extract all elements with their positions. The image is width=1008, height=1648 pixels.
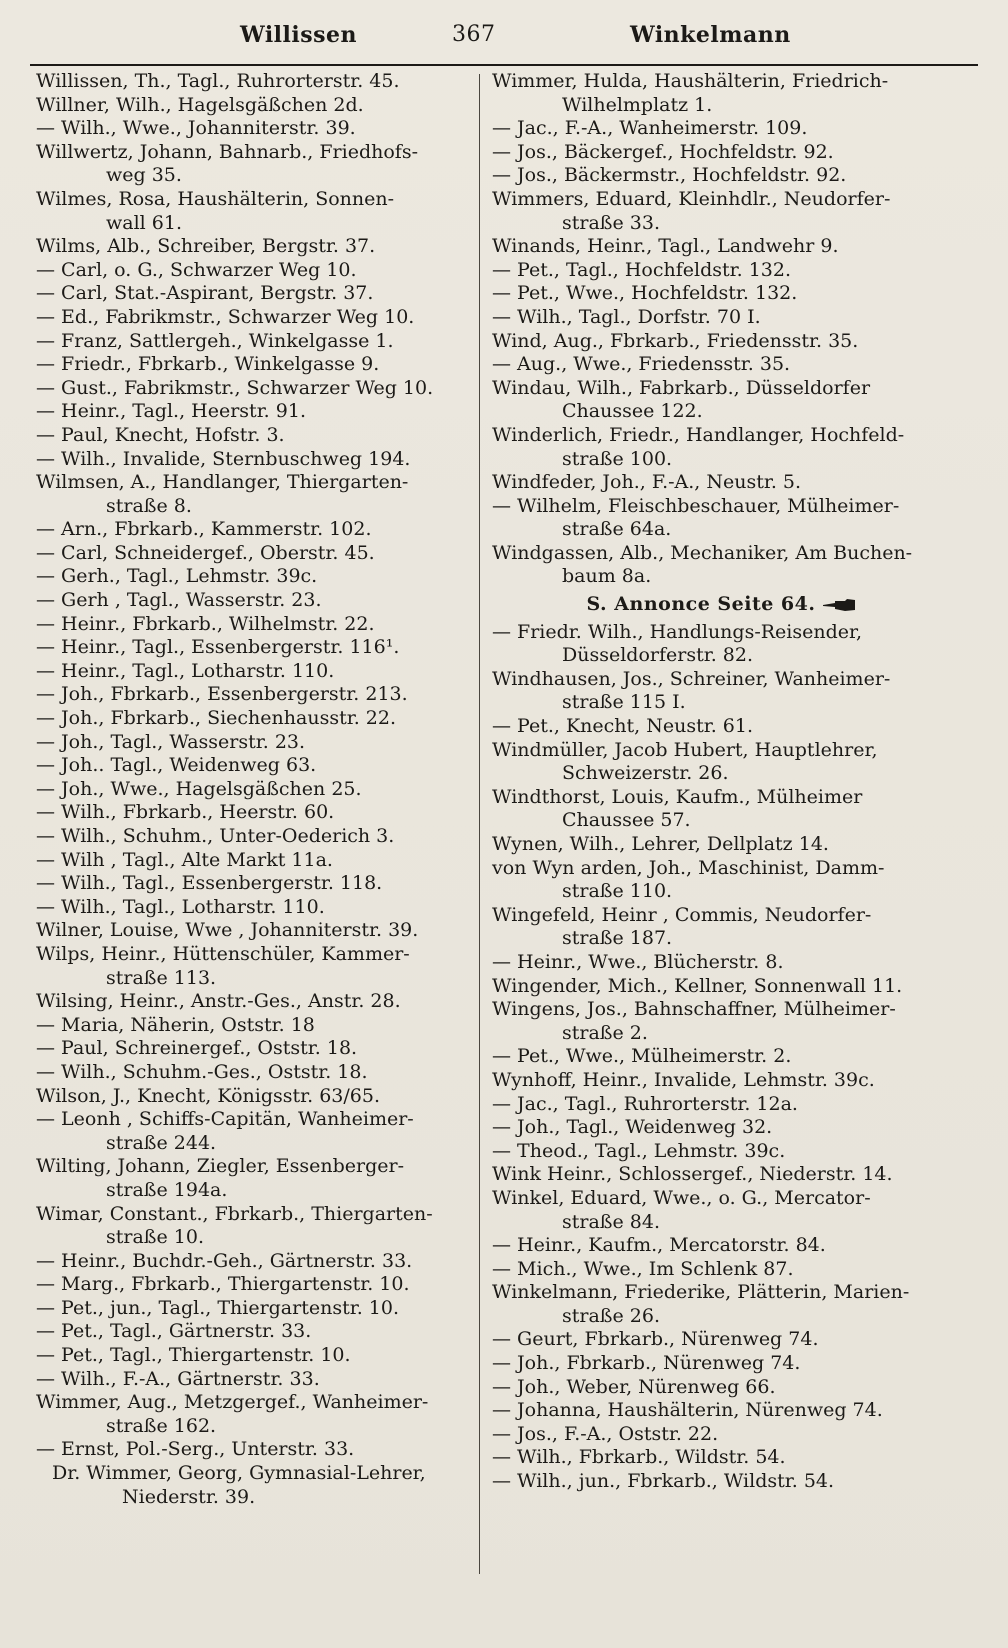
- directory-entry: [36, 1250, 476, 1274]
- entry-text: Wilms, Alb., Schreiber, Bergstr. 37.: [36, 235, 376, 258]
- annonce-notice: [492, 593, 952, 617]
- pointing-hand-icon: [821, 598, 857, 612]
- annonce-notice-text: S. Annonce Seite 64.: [586, 593, 816, 616]
- entry-text: Windau, Wilh., Fabrkarb., Düsseldorfer: [492, 376, 871, 399]
- entry-continuation: Chaussee 122.: [562, 400, 703, 423]
- directory-entry: [36, 188, 476, 235]
- directory-entry: [492, 235, 952, 259]
- directory-entry: [36, 683, 476, 707]
- entry-text: Dr. Wimmer, Georg, Gymnasial-Lehrer,: [52, 1462, 426, 1485]
- entry-text: Windthorst, Louis, Kaufm., Mülheimer: [492, 785, 863, 808]
- directory-entry: [492, 377, 952, 424]
- directory-entry: [492, 1163, 952, 1187]
- directory-entry: [492, 306, 952, 330]
- entry-text: Windgassen, Alb., Mechaniker, Am Buchen-: [492, 541, 913, 564]
- entry-text: Wimmers, Eduard, Kleinhdlr., Neudorfer-: [492, 187, 891, 210]
- entry-text: — Carl, o. G., Schwarzer Weg 10.: [36, 258, 357, 281]
- entry-text: — Theod., Tagl., Lehmstr. 39c.: [492, 1139, 786, 1162]
- entry-text: — Marg., Fbrkarb., Thiergartenstr. 10.: [36, 1273, 410, 1296]
- entry-text: — Joh., Wwe., Hagelsgäßchen 25.: [36, 777, 362, 800]
- directory-entry: [492, 141, 952, 165]
- entry-text: — Pet., Tagl., Hochfeldstr. 132.: [492, 258, 792, 281]
- directory-entry: [492, 621, 952, 668]
- directory-entry: [36, 707, 476, 731]
- entry-text: — Joh., Fbrkarb., Nürenweg 74.: [492, 1352, 801, 1375]
- entry-text: — Mich., Wwe., Im Schlenk 87.: [492, 1257, 794, 1280]
- entry-text: von Wyn arden, Joh., Maschinist, Damm-: [492, 856, 885, 879]
- entry-text: — Heinr., Kaufm., Mercatorstr. 84.: [492, 1234, 826, 1257]
- directory-entry: [492, 786, 952, 833]
- entry-text: Winands, Heinr., Tagl., Landwehr 9.: [492, 235, 839, 258]
- directory-entry: [36, 801, 476, 825]
- directory-entry: [36, 424, 476, 448]
- entry-continuation: straße 187.: [562, 927, 673, 950]
- directory-entry: [492, 353, 952, 377]
- directory-entry: [36, 778, 476, 802]
- directory-entry: [36, 400, 476, 424]
- entry-text: — Pet., Tagl., Gärtnerstr. 33.: [36, 1320, 312, 1343]
- directory-entry: [36, 471, 476, 518]
- entry-text: Wilting, Johann, Ziegler, Essenberger-: [36, 1155, 405, 1178]
- directory-entry: [492, 833, 952, 857]
- directory-entry: [36, 353, 476, 377]
- entry-continuation: straße 100.: [562, 447, 673, 470]
- directory-entry: [36, 1462, 476, 1509]
- directory-entry: [36, 94, 476, 118]
- directory-entry: [36, 70, 476, 94]
- directory-entry: [492, 188, 952, 235]
- entry-text: — Jac., F.-A., Wanheimerstr. 109.: [492, 117, 808, 140]
- entry-text: — Gust., Fabrikmstr., Schwarzer Weg 10.: [36, 376, 434, 399]
- directory-entry: [36, 1344, 476, 1368]
- entry-text: Wink Heinr., Schlossergef., Niederstr. 14.: [492, 1163, 893, 1186]
- entry-text: — Wilh., Tagl., Essenbergerstr. 118.: [36, 872, 383, 895]
- directory-entry: [36, 542, 476, 566]
- entry-text: — Aug., Wwe., Friedensstr. 35.: [492, 353, 791, 376]
- directory-entry: [492, 1116, 952, 1140]
- entry-continuation: wall 61.: [106, 211, 182, 234]
- entry-continuation: baum 8a.: [562, 565, 652, 588]
- page-number: 367: [452, 22, 496, 47]
- entry-text: — Heinr., Buchdr.-Geh., Gärtnerstr. 33.: [36, 1249, 413, 1272]
- entry-text: — Carl, Stat.-Aspirant, Bergstr. 37.: [36, 282, 374, 305]
- entry-text: — Heinr., Tagl., Heerstr. 91.: [36, 400, 306, 423]
- entry-continuation: straße 64a.: [562, 518, 672, 541]
- entry-text: — Paul, Knecht, Hofstr. 3.: [36, 423, 285, 446]
- entry-text: Wingefeld, Heinr , Commis, Neudorfer-: [492, 903, 872, 926]
- entry-text: — Wilh., Schuhm.-Ges., Oststr. 18.: [36, 1060, 368, 1083]
- directory-entry: [36, 1014, 476, 1038]
- directory-entry: [492, 975, 952, 999]
- entry-text: — Joh., Tagl., Wasserstr. 23.: [36, 730, 306, 753]
- entry-text: Wind, Aug., Fbrkarb., Friedensstr. 35.: [492, 329, 859, 352]
- entry-continuation: straße 26.: [562, 1304, 660, 1327]
- column-divider: [479, 74, 480, 1574]
- entry-continuation: Wilhelmplatz 1.: [562, 93, 713, 116]
- entry-text: — Wilh., Fbrkarb., Wildstr. 54.: [492, 1446, 786, 1469]
- entry-continuation: straße 84.: [562, 1210, 660, 1233]
- entry-text: — Friedr., Fbrkarb., Winkelgasse 9.: [36, 353, 380, 376]
- entry-text: — Jac., Tagl., Ruhrorterstr. 12a.: [492, 1092, 798, 1115]
- directory-entry: [492, 542, 952, 589]
- directory-entry: [36, 1155, 476, 1202]
- entry-text: — Arn., Fbrkarb., Kammerstr. 102.: [36, 518, 372, 541]
- directory-entry: [492, 951, 952, 975]
- entry-text: — Ernst, Pol.-Serg., Unterstr. 33.: [36, 1438, 355, 1461]
- directory-entry: [492, 857, 952, 904]
- header-right-catchword: Winkelmann: [630, 22, 791, 48]
- directory-entry: [492, 1140, 952, 1164]
- directory-entry: [492, 668, 952, 715]
- entry-text: — Heinr., Fbrkarb., Wilhelmstr. 22.: [36, 612, 375, 635]
- directory-entry: [492, 70, 952, 117]
- directory-entry: [36, 896, 476, 920]
- directory-entry: [36, 141, 476, 188]
- entry-text: — Joh., Fbrkarb., Siechenhausstr. 22.: [36, 707, 397, 730]
- entry-text: Wingender, Mich., Kellner, Sonnenwall 11.: [492, 974, 903, 997]
- entry-continuation: straße 10.: [106, 1226, 204, 1249]
- entry-continuation: straße 244.: [106, 1131, 217, 1154]
- directory-entry: [36, 565, 476, 589]
- entry-text: Winderlich, Friedr., Handlanger, Hochfeld-: [492, 423, 905, 446]
- entry-text: — Jos., Bäckermstr., Hochfeldstr. 92.: [492, 164, 847, 187]
- entry-text: — Wilhelm, Fleischbeschauer, Mülheimer-: [492, 494, 900, 517]
- directory-entry: [36, 518, 476, 542]
- entry-text: Wilps, Heinr., Hüttenschüler, Kammer-: [36, 942, 410, 965]
- directory-entry: [492, 1352, 952, 1376]
- directory-entry: [492, 1423, 952, 1447]
- entry-text: — Wilh., F.-A., Gärtnerstr. 33.: [36, 1367, 320, 1390]
- directory-entry: [36, 990, 476, 1014]
- directory-entry: [36, 849, 476, 873]
- left-column: [36, 70, 476, 1509]
- directory-entry: [36, 1438, 476, 1462]
- entry-continuation: straße 162.: [106, 1414, 217, 1437]
- entry-text: — Pet., jun., Tagl., Thiergartenstr. 10.: [36, 1296, 400, 1319]
- directory-entry: [36, 1391, 476, 1438]
- directory-entry: [492, 1234, 952, 1258]
- header-rule: [30, 64, 978, 66]
- directory-entry: [492, 1281, 952, 1328]
- directory-entry: [36, 1108, 476, 1155]
- entry-text: — Joh.. Tagl., Weidenweg 63.: [36, 754, 317, 777]
- directory-entry: [492, 715, 952, 739]
- entry-text: — Heinr., Tagl., Essenbergerstr. 116¹.: [36, 636, 400, 659]
- entry-text: Windhausen, Jos., Schreiner, Wanheimer-: [492, 667, 891, 690]
- entry-text: Wynen, Wilh., Lehrer, Dellplatz 14.: [492, 833, 829, 855]
- directory-entry: [36, 448, 476, 472]
- entry-text: — Franz, Sattlergeh., Winkelgasse 1.: [36, 329, 394, 352]
- entry-text: — Johanna, Haushälterin, Nürenweg 74.: [492, 1399, 883, 1422]
- directory-entry: [36, 636, 476, 660]
- entry-text: — Wilh., Invalide, Sternbuschweg 194.: [36, 447, 411, 470]
- entry-text: Wynhoff, Heinr., Invalide, Lehmstr. 39c.: [492, 1068, 875, 1091]
- directory-entry: [492, 1328, 952, 1352]
- entry-text: — Wilh., jun., Fbrkarb., Wildstr. 54.: [492, 1470, 835, 1493]
- directory-entry: [492, 164, 952, 188]
- entry-continuation: Chaussee 57.: [562, 809, 691, 832]
- entry-text: Windmüller, Jacob Hubert, Hauptlehrer,: [492, 738, 878, 761]
- directory-entry: [492, 330, 952, 354]
- entry-continuation: straße 113.: [106, 966, 217, 989]
- entry-text: — Joh., Weber, Nürenweg 66.: [492, 1375, 776, 1398]
- entry-text: — Gerh., Tagl., Lehmstr. 39c.: [36, 565, 318, 588]
- entry-text: — Wilh., Wwe., Johanniterstr. 39.: [36, 117, 356, 140]
- entry-text: — Heinr., Wwe., Blücherstr. 8.: [492, 950, 784, 973]
- directory-entry: [492, 1446, 952, 1470]
- entry-text: — Joh., Fbrkarb., Essenbergerstr. 213.: [36, 683, 408, 706]
- directory-entry: [36, 1085, 476, 1109]
- directory-entry: [36, 1061, 476, 1085]
- directory-entry: [492, 495, 952, 542]
- entry-text: Wilsing, Heinr., Anstr.-Ges., Anstr. 28.: [36, 990, 401, 1013]
- directory-entry: [492, 1045, 952, 1069]
- entry-text: Wimar, Constant., Fbrkarb., Thiergarten-: [36, 1202, 433, 1225]
- entry-text: — Geurt, Fbrkarb., Nürenweg 74.: [492, 1328, 819, 1351]
- entry-text: — Pet., Wwe., Mülheimerstr. 2.: [492, 1045, 792, 1068]
- directory-entry: [492, 1093, 952, 1117]
- directory-entry: [492, 424, 952, 471]
- entry-text: Winkelmann, Friederike, Plätterin, Marien-: [492, 1281, 910, 1304]
- directory-entry: [36, 660, 476, 684]
- directory-entry: [36, 377, 476, 401]
- entry-continuation: weg 35.: [106, 164, 182, 187]
- directory-entry: [36, 1203, 476, 1250]
- entry-text: — Jos., Bäckergef., Hochfeldstr. 92.: [492, 140, 834, 163]
- directory-entry: [36, 1320, 476, 1344]
- directory-entry: [492, 471, 952, 495]
- page-header: [30, 22, 978, 58]
- entry-text: — Wilh., Fbrkarb., Heerstr. 60.: [36, 801, 335, 824]
- directory-entry: [492, 282, 952, 306]
- directory-entry: [36, 1297, 476, 1321]
- directory-entry: [36, 117, 476, 141]
- directory-entry: [492, 1069, 952, 1093]
- entry-text: — Heinr., Tagl., Lotharstr. 110.: [36, 659, 335, 682]
- directory-entry: [36, 872, 476, 896]
- entry-continuation: straße 110.: [562, 880, 673, 903]
- entry-text: — Wilh., Tagl., Dorfstr. 70 I.: [492, 305, 761, 328]
- header-left-catchword: Willissen: [240, 22, 358, 48]
- directory-entry: [492, 904, 952, 951]
- entry-text: Wimmer, Hulda, Haushälterin, Friedrich-: [492, 70, 889, 92]
- directory-entry: [492, 1187, 952, 1234]
- entry-text: Willissen, Th., Tagl., Ruhrorterstr. 45.: [36, 70, 400, 92]
- directory-entry: [36, 825, 476, 849]
- directory-entry: [36, 282, 476, 306]
- entry-text: Willwertz, Johann, Bahnarb., Friedhofs-: [36, 140, 418, 163]
- entry-continuation: straße 115 I.: [562, 691, 686, 714]
- entry-text: — Maria, Näherin, Oststr. 18: [36, 1013, 315, 1036]
- entry-continuation: Niederstr. 39.: [122, 1485, 256, 1508]
- directory-entry: [492, 259, 952, 283]
- entry-continuation: straße 194a.: [106, 1178, 228, 1201]
- entry-text: — Wilh., Schuhm., Unter-Oederich 3.: [36, 825, 395, 847]
- entry-continuation: straße 33.: [562, 211, 660, 234]
- entry-continuation: straße 8.: [106, 494, 192, 517]
- entry-text: Windfeder, Joh., F.-A., Neustr. 5.: [492, 471, 802, 494]
- entry-text: — Paul, Schreinergef., Oststr. 18.: [36, 1037, 358, 1060]
- directory-entry: [492, 739, 952, 786]
- entry-text: Wingens, Jos., Bahnschaffner, Mülheimer-: [492, 998, 896, 1021]
- directory-entry: [36, 235, 476, 259]
- right-column: [492, 70, 952, 1494]
- directory-entry: [36, 1368, 476, 1392]
- directory-entry: [492, 1376, 952, 1400]
- directory-entry: [492, 117, 952, 141]
- entry-text: Wimmer, Aug., Metzgergef., Wanheimer-: [36, 1391, 429, 1414]
- directory-entry: [36, 330, 476, 354]
- entry-text: — Wilh., Tagl., Lotharstr. 110.: [36, 895, 325, 918]
- directory-entry: [36, 1273, 476, 1297]
- entry-text: — Wilh , Tagl., Alte Markt 11a.: [36, 848, 333, 871]
- entry-text: — Jos., F.-A., Oststr. 22.: [492, 1422, 719, 1445]
- entry-continuation: Schweizerstr. 26.: [562, 762, 729, 785]
- directory-entry: [36, 943, 476, 990]
- directory-entry: [492, 1258, 952, 1282]
- entry-text: Wilson, J., Knecht, Königsstr. 63/65.: [36, 1084, 380, 1107]
- directory-entry: [36, 259, 476, 283]
- entry-text: — Pet., Wwe., Hochfeldstr. 132.: [492, 282, 798, 305]
- entry-text: — Gerh , Tagl., Wasserstr. 23.: [36, 589, 322, 612]
- directory-entry: [36, 1037, 476, 1061]
- entry-text: — Ed., Fabrikmstr., Schwarzer Weg 10.: [36, 305, 415, 328]
- directory-entry: [36, 613, 476, 637]
- directory-entry: [36, 754, 476, 778]
- directory-entry: [492, 1399, 952, 1423]
- directory-entry: [36, 306, 476, 330]
- directory-entry: [36, 919, 476, 943]
- entry-text: Winkel, Eduard, Wwe., o. G., Mercator-: [492, 1186, 871, 1209]
- entry-text: Wilmes, Rosa, Haushälterin, Sonnen-: [36, 187, 395, 210]
- entry-text: Willner, Wilh., Hagelsgäßchen 2d.: [36, 93, 364, 116]
- entry-text: Wilner, Louise, Wwe , Johanniterstr. 39.: [36, 919, 419, 942]
- entry-text: — Joh., Tagl., Weidenweg 32.: [492, 1116, 773, 1139]
- directory-entry: [36, 731, 476, 755]
- entry-text: — Leonh , Schiffs-Capitän, Wanheimer-: [36, 1108, 414, 1131]
- entry-text: — Pet., Knecht, Neustr. 61.: [492, 715, 754, 738]
- entry-continuation: Düsseldorferstr. 82.: [562, 644, 754, 667]
- directory-entry: [36, 589, 476, 613]
- entry-continuation: straße 2.: [562, 1021, 648, 1044]
- directory-entry: [492, 998, 952, 1045]
- directory-entry: [492, 1470, 952, 1494]
- entry-text: — Pet., Tagl., Thiergartenstr. 10.: [36, 1344, 351, 1367]
- entry-text: — Carl, Schneidergef., Oberstr. 45.: [36, 541, 375, 564]
- entry-text: — Friedr. Wilh., Handlungs-Reisender,: [492, 620, 863, 643]
- entry-text: Wilmsen, A., Handlanger, Thiergarten-: [36, 471, 409, 494]
